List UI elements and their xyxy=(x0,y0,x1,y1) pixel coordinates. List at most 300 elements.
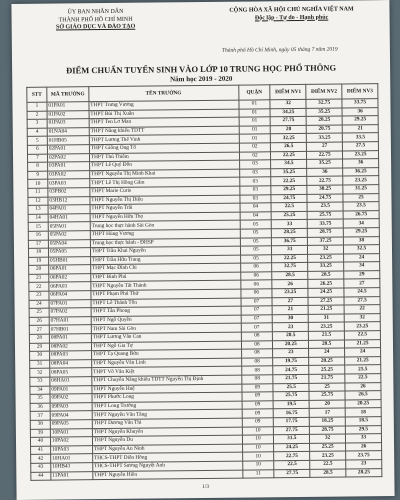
cell-stt: 1 xyxy=(27,102,47,111)
cell-nv1: 22.25 xyxy=(272,254,308,263)
cell-nv2: 35.25 xyxy=(306,108,342,117)
cell-code: 08PA05 xyxy=(50,368,92,377)
cell-nv1: 25.5 xyxy=(273,383,309,392)
cell-stt: 31 xyxy=(30,360,50,369)
cell-nv1: 24.25 xyxy=(274,443,310,452)
cell-district: 10 xyxy=(242,435,274,444)
document-date: Thành phố Hồ Chí Minh, ngày 05 tháng 7 năm 2019 xyxy=(221,46,338,54)
cell-district: 08 xyxy=(241,375,273,384)
cell-district: 06 xyxy=(240,280,272,289)
cell-nv2: 36 xyxy=(307,168,343,177)
cell-code: 08PA04 xyxy=(50,359,92,368)
cell-district: 08 xyxy=(241,349,273,358)
cell-nv1: 17.75 xyxy=(274,417,310,426)
cell-name: THPT Giồng Ông Tố xyxy=(89,143,239,153)
cell-district: 05 xyxy=(240,246,272,255)
cell-district: 05 xyxy=(240,237,272,246)
cell-nv3: 36 xyxy=(342,107,378,116)
cell-code: 03PA01 xyxy=(48,162,90,171)
cell-code: 04HA01 xyxy=(48,213,90,222)
cell-stt: 18 xyxy=(28,248,48,257)
cell-stt: 4 xyxy=(27,128,47,137)
cell-name: THPT Nguyễn Thị Minh Khai xyxy=(89,169,239,179)
cell-nv2: 33.25 xyxy=(308,262,344,271)
cell-nv2: 32 xyxy=(310,434,346,443)
cell-nv3: 22.5 xyxy=(345,374,381,383)
cell-code: 08PA01 xyxy=(49,334,91,343)
header-nv3: ĐIỂM NV3 xyxy=(342,84,378,99)
cell-stt: 43 xyxy=(31,463,51,472)
cell-stt: 6 xyxy=(27,145,47,154)
cell-nv3: 25.5 xyxy=(345,365,381,374)
cell-nv2: 31 xyxy=(308,314,344,323)
cell-nv1: 25.75 xyxy=(273,392,309,401)
cell-nv1: 28.5 xyxy=(272,271,308,280)
cell-code: 06PA03 xyxy=(49,282,91,291)
cell-name: THPT Lương Thế Vinh xyxy=(89,134,239,144)
cell-nv2: 32 xyxy=(308,245,344,254)
cell-nv3: 33.5 xyxy=(342,133,378,142)
cell-stt: 25 xyxy=(29,308,49,317)
cell-stt: 11 xyxy=(28,188,48,197)
cell-nv1: 21 xyxy=(272,306,308,315)
cell-nv2: 30.25 xyxy=(307,185,343,194)
cell-code: 07HB01 xyxy=(49,325,91,334)
cell-nv1: 31 xyxy=(272,245,308,254)
cell-code: 08PA03 xyxy=(49,351,91,360)
cell-name: THPT Nguyễn Hữu Thọ xyxy=(90,212,240,222)
cell-name: THPT Năng khiếu TDTT xyxy=(89,126,239,136)
cell-nv3: 26.75 xyxy=(343,210,379,219)
cell-nv2: 18.25 xyxy=(310,417,346,426)
cell-district: 05 xyxy=(240,229,272,238)
cell-code: 10PA01 xyxy=(50,428,92,437)
cell-stt: 26 xyxy=(29,317,49,326)
cell-nv3: 24 xyxy=(345,348,381,357)
cell-stt: 39 xyxy=(30,429,50,438)
cell-stt: 19 xyxy=(29,257,49,266)
cell-name: THPT Ngô Quyền xyxy=(91,315,241,325)
cell-nv1: 27 xyxy=(272,297,308,306)
cell-stt: 3 xyxy=(27,119,47,128)
cell-code: 05PA04 xyxy=(48,239,90,248)
cell-nv3: 18.5 xyxy=(345,417,381,426)
cell-nv3: 31.25 xyxy=(343,185,379,194)
cell-nv3: 23.5 xyxy=(343,202,379,211)
cell-nv3: 32.5 xyxy=(344,245,380,254)
cell-nv3: 34 xyxy=(344,262,380,271)
cell-nv3: 29.25 xyxy=(343,228,379,237)
cell-nv3: 27.5 xyxy=(342,142,378,151)
cell-stt: 22 xyxy=(29,283,49,292)
cell-name: THPT Phạm Phú Thứ xyxy=(91,289,241,299)
cell-nv3: 22 xyxy=(344,305,380,314)
cell-nv1: 22.25 xyxy=(271,177,307,186)
cell-name: THPT Tân Phong xyxy=(91,306,241,316)
scores-table xyxy=(26,83,382,481)
cell-district: 06 xyxy=(240,263,272,272)
cell-nv1: 19.5 xyxy=(273,400,309,409)
cell-stt: 14 xyxy=(28,214,48,223)
issuer-header xyxy=(25,8,165,32)
cell-nv1: 19.75 xyxy=(273,357,309,366)
cell-district: 01 xyxy=(238,100,270,109)
cell-nv2: 26.25 xyxy=(308,279,344,288)
cell-nv2: 20 xyxy=(309,400,345,409)
cell-stt: 7 xyxy=(27,154,47,163)
cell-district: 04 xyxy=(240,203,272,212)
cell-nv2: 27 xyxy=(307,142,343,151)
cell-name: THPT Dương Văn Thì xyxy=(92,418,242,428)
cell-stt: 30 xyxy=(30,351,50,360)
cell-nv2: 28.5 xyxy=(310,469,346,478)
cell-nv2: 33.25 xyxy=(307,133,343,142)
cell-stt: 23 xyxy=(29,291,49,300)
cell-code: 07HA01 xyxy=(49,317,91,326)
cell-district: 03 xyxy=(239,169,271,178)
cell-nv3: 26.5 xyxy=(345,391,381,400)
cell-nv1: 26 xyxy=(272,280,308,289)
cell-nv3: 36.25 xyxy=(343,167,379,176)
header-stt: STT xyxy=(27,87,47,102)
cell-code: 10PA03 xyxy=(50,445,92,454)
cell-nv3: 23 xyxy=(346,460,382,469)
cell-name: THPT Ten Lơ Man xyxy=(89,117,239,127)
cell-stt: 24 xyxy=(29,300,49,309)
cell-name: THPT Lương Văn Can xyxy=(91,332,241,342)
cell-code: 05PA05 xyxy=(48,248,90,257)
cell-stt: 38 xyxy=(30,420,50,429)
cell-nv1: 22.75 xyxy=(274,452,310,461)
cell-stt: 9 xyxy=(28,171,48,180)
cell-nv2: 32.75 xyxy=(306,99,342,108)
cell-nv2: 22.75 xyxy=(307,151,343,160)
cell-name: Trung học thực hành Sài Gòn xyxy=(90,220,240,230)
document-subtitle: Năm học 2019 - 2020 xyxy=(170,74,233,84)
cell-nv1: 21.75 xyxy=(273,374,309,383)
cell-nv3: 29.25 xyxy=(342,116,378,125)
cell-district: 09 xyxy=(242,418,274,427)
cell-code: 02PA01 xyxy=(47,145,89,154)
cell-nv2: 22.75 xyxy=(307,176,343,185)
cell-district: 01 xyxy=(239,108,271,117)
cell-stt: 20 xyxy=(29,265,49,274)
cell-stt: 17 xyxy=(28,240,48,249)
cell-name: THPT Nguyễn Khuyến xyxy=(92,427,242,437)
cell-nv3: 20.25 xyxy=(345,399,381,408)
cell-name: THPT Nguyễn Trãi xyxy=(90,203,240,213)
cell-name: THPT Nguyễn Tất Thành xyxy=(91,281,241,291)
cell-nv2: 17 xyxy=(309,408,345,417)
cell-district: 04 xyxy=(240,211,272,220)
cell-stt: 34 xyxy=(30,386,50,395)
cell-code: 01HB05 xyxy=(47,136,89,145)
cell-nv2: 28.75 xyxy=(310,426,346,435)
cell-nv1: 24.75 xyxy=(273,366,309,375)
cell-nv2: 35.25 xyxy=(307,159,343,168)
cell-stt: 41 xyxy=(31,446,51,455)
cell-name: THPT Chuyên Năng khiếu TDTT Nguyễn Thị Định xyxy=(92,375,242,385)
cell-district: 07 xyxy=(241,323,273,332)
cell-stt: 21 xyxy=(29,274,49,283)
cell-nv1: 16.75 xyxy=(274,409,310,418)
cell-nv3: 28.25 xyxy=(346,468,382,477)
cell-nv1: 20.5 xyxy=(273,331,309,340)
issuer-line-3: SỞ GIÁO DỤC VÀ ĐÀO TẠO xyxy=(55,23,136,31)
cell-nv1: 28.25 xyxy=(272,228,308,237)
cell-name: THPT Long Trường xyxy=(92,401,242,411)
cell-code: 08HA01 xyxy=(50,377,92,386)
cell-nv1: 20.25 xyxy=(273,340,309,349)
cell-code: 11PA01 xyxy=(51,471,93,480)
cell-stt: 42 xyxy=(31,454,51,463)
cell-name: THPT Lê Quý Đôn xyxy=(89,160,239,170)
cell-nv1: 29.25 xyxy=(271,185,307,194)
cell-nv2: 28.5 xyxy=(308,271,344,280)
cell-code: 10HB43 xyxy=(51,463,93,472)
cell-stt: 5 xyxy=(27,136,47,145)
cell-nv1: 32.25 xyxy=(271,134,307,143)
cell-nv3: 33.75 xyxy=(342,99,378,108)
document-title: ĐIỂM CHUẨN TUYỂN SINH VÀO LỚP 10 TRUNG HỌC PHỔ THÔNG xyxy=(66,62,337,76)
cell-nv2: 25.25 xyxy=(309,365,345,374)
issuer-line-2: THÀNH PHỐ HỒ CHÍ MINH xyxy=(58,16,133,23)
cell-nv1: 27.75 xyxy=(271,117,307,126)
cell-stt: 13 xyxy=(28,205,48,214)
cell-stt: 36 xyxy=(30,403,50,412)
document-page xyxy=(11,0,394,500)
cell-nv2: 22.5 xyxy=(310,460,346,469)
cell-code: 03PA02 xyxy=(48,170,90,179)
cell-nv2: 33.75 xyxy=(307,219,343,228)
cell-district: 09 xyxy=(241,383,273,392)
cell-name: THPT Bùi Thị Xuân xyxy=(89,109,239,119)
cell-district: 07 xyxy=(241,306,273,315)
cell-nv2: 37.25 xyxy=(308,237,344,246)
cell-district: 08 xyxy=(241,358,273,367)
cell-nv2: 25.25 xyxy=(310,443,346,452)
cell-code: 09PA02 xyxy=(50,394,92,403)
cell-stt: 37 xyxy=(30,411,50,420)
cell-district: 01 xyxy=(239,117,271,126)
cell-district: 08 xyxy=(241,340,273,349)
cell-code: 01PA01 xyxy=(47,102,89,111)
cell-nv2: 25.75 xyxy=(307,211,343,220)
cell-name: THPT Bình Phú xyxy=(91,272,241,282)
issuer-line-1: ỦY BAN NHÂN DÂN xyxy=(67,8,124,16)
cell-district: 09 xyxy=(242,409,274,418)
cell-district: 02 xyxy=(239,151,271,160)
cell-stt: 8 xyxy=(28,162,48,171)
cell-stt: 2 xyxy=(27,111,47,120)
cell-code: 05PA02 xyxy=(48,231,90,240)
header-quan: QUẬN xyxy=(238,85,270,100)
cell-nv1: 32 xyxy=(270,99,306,108)
cell-nv2: 24.75 xyxy=(307,194,343,203)
cell-nv1: 25.25 xyxy=(272,211,308,220)
cell-code: 05HB01 xyxy=(49,256,91,265)
cell-stt: 33 xyxy=(30,377,50,386)
cell-stt: 40 xyxy=(30,437,50,446)
national-header xyxy=(201,6,381,23)
cell-nv3: 26 xyxy=(345,382,381,391)
cell-nv1: 22.5 xyxy=(271,203,307,212)
cell-name: THPT Trần Hữu Trang xyxy=(90,255,240,265)
cell-district: 10 xyxy=(242,452,274,461)
cell-nv2: 21.25 xyxy=(308,305,344,314)
cell-name: THPT Nguyễn Văn Linh xyxy=(91,358,241,368)
cell-nv2: 20.5 xyxy=(309,340,345,349)
cell-nv3: 32 xyxy=(344,313,380,322)
cell-nv1: 27.75 xyxy=(274,426,310,435)
header-nv2: ĐIỂM NV2 xyxy=(306,84,342,99)
cell-stt: 28 xyxy=(29,334,49,343)
cell-district: 08 xyxy=(241,366,273,375)
cell-district: 02 xyxy=(239,143,271,152)
cell-nv1: 20 xyxy=(271,125,307,134)
cell-code: 02PA02 xyxy=(47,153,89,162)
cell-stt: 15 xyxy=(28,222,48,231)
cell-nv1: 23.25 xyxy=(272,288,308,297)
cell-name: THCS-THPT Diên Hồng xyxy=(92,452,242,462)
cell-nv2: 20.75 xyxy=(306,125,342,134)
cell-nv3: 21.25 xyxy=(345,339,381,348)
cell-nv3: 23.25 xyxy=(343,150,379,159)
cell-code: 06PA04 xyxy=(49,291,91,300)
cell-code: 01PA02 xyxy=(47,110,89,119)
cell-nv1: 22.25 xyxy=(271,151,307,160)
cell-stt: 27 xyxy=(29,326,49,335)
national-motto: Độc lập - Tự do - Hạnh phúc xyxy=(254,14,329,21)
cell-nv3: 24 xyxy=(344,253,380,262)
cell-nv2: 20.25 xyxy=(309,357,345,366)
cell-district: 10 xyxy=(242,444,274,453)
cell-district: 07 xyxy=(241,297,273,306)
cell-nv3: 33 xyxy=(346,434,382,443)
cell-nv2: 23.5 xyxy=(307,202,343,211)
cell-nv1: 34.25 xyxy=(270,108,306,117)
national-title: CỘNG HÒA XÃ HỘI CHỦ NGHĨA VIỆT NAM xyxy=(229,6,354,14)
cell-nv2: 24.25 xyxy=(308,288,344,297)
cell-code: 03PB02 xyxy=(48,188,90,197)
cell-name: THPT Trần Khai Nguyên xyxy=(90,246,240,256)
header-nv1: ĐIỂM NV1 xyxy=(270,84,306,99)
cell-nv3: 29 xyxy=(344,271,380,280)
cell-name: THPT Võ Văn Kiệt xyxy=(92,367,242,377)
cell-nv1: 34.5 xyxy=(271,160,307,169)
cell-nv3: 22.5 xyxy=(344,331,380,340)
cell-district: 03 xyxy=(239,160,271,169)
cell-nv1: 35.25 xyxy=(271,168,307,177)
cell-name: THPT Mạc Đĩnh Chi xyxy=(90,263,240,273)
cell-name: THPT Nguyễn Hiền xyxy=(93,470,243,480)
cell-nv3: 18 xyxy=(345,408,381,417)
cell-code: 09PA04 xyxy=(50,411,92,420)
cell-nv2: 25 xyxy=(309,383,345,392)
cell-nv2: 28.75 xyxy=(308,228,344,237)
cell-code: 07PA01 xyxy=(49,299,91,308)
cell-name: THPT Nguyễn Văn Tăng xyxy=(92,409,242,419)
cell-nv2: 21.5 xyxy=(309,331,345,340)
cell-nv3: 23.25 xyxy=(344,322,380,331)
cell-name: THPT Nam Sài Gòn xyxy=(91,324,241,334)
cell-nv2: 23.25 xyxy=(309,322,345,331)
cell-stt: 12 xyxy=(28,197,48,206)
cell-name: THPT Marie Curie xyxy=(90,186,240,196)
cell-nv3: 23.75 xyxy=(346,451,382,460)
cell-code: 09PA01 xyxy=(50,385,92,394)
cell-nv3: 26 xyxy=(346,442,382,451)
cell-code: 06PA01 xyxy=(49,265,91,274)
cell-nv3: 24.5 xyxy=(344,288,380,297)
cell-district: 01 xyxy=(239,126,271,135)
cell-nv1: 23 xyxy=(273,323,309,332)
cell-nv1: 26.5 xyxy=(271,142,307,151)
cell-stt: 32 xyxy=(30,369,50,378)
cell-code: 07PA02 xyxy=(49,308,91,317)
cell-nv2: 28.25 xyxy=(306,116,342,125)
page-number: 1/3 xyxy=(201,483,210,491)
cell-nv1: 27.75 xyxy=(274,469,310,478)
cell-nv1: 30 xyxy=(273,314,309,323)
cell-nv1: 31.5 xyxy=(274,435,310,444)
cell-nv3: 25 xyxy=(343,193,379,202)
cell-nv3: 29.5 xyxy=(345,425,381,434)
cell-nv3: 27.5 xyxy=(344,296,380,305)
cell-district: 06 xyxy=(240,272,272,281)
cell-nv1: 32.75 xyxy=(272,263,308,272)
cell-name: THPT Phước Long xyxy=(92,392,242,402)
cell-code: 01PA03 xyxy=(47,119,89,128)
cell-code: 03PA03 xyxy=(48,179,90,188)
cell-district: 07 xyxy=(241,315,273,324)
cell-nv1: 22.5 xyxy=(274,460,310,469)
cell-code: 10HA01 xyxy=(51,454,93,463)
cell-district: 01 xyxy=(239,134,271,143)
cell-district: 05 xyxy=(240,220,272,229)
cell-nv3: 23.25 xyxy=(343,176,379,185)
cell-name: THCS-THPT Sương Nguyệt Anh xyxy=(93,461,243,471)
cell-name: THPT Hùng Vương xyxy=(90,229,240,239)
cell-district: 03 xyxy=(239,194,271,203)
cell-name: Trung học thực hành - ĐHSP xyxy=(90,238,240,248)
cell-nv3: 36 xyxy=(343,159,379,168)
cell-nv3: 38 xyxy=(343,236,379,245)
cell-stt: 44 xyxy=(31,472,51,481)
cell-name: THPT Nguyễn Huệ xyxy=(92,384,242,394)
cell-code: 10PA02 xyxy=(50,437,92,446)
cell-district: 09 xyxy=(242,392,274,401)
cell-nv1: 23 xyxy=(273,349,309,358)
cell-district: 03 xyxy=(239,177,271,186)
cell-nv2: 23.25 xyxy=(308,254,344,263)
cell-district: 09 xyxy=(242,401,274,410)
cell-name: THPT Nguyễn Thị Diệu xyxy=(90,195,240,205)
cell-code: 06PA02 xyxy=(49,274,91,283)
cell-nv2: 23.25 xyxy=(310,451,346,460)
cell-district: 06 xyxy=(240,289,272,298)
cell-name: THPT Trưng Vương xyxy=(89,100,239,110)
cell-name: THPT Lê Thánh Tôn xyxy=(91,298,241,308)
cell-nv2: 25.75 xyxy=(309,391,345,400)
cell-stt: 35 xyxy=(30,394,50,403)
cell-name: THPT Nguyễn An Ninh xyxy=(92,444,242,454)
cell-code: 09PA03 xyxy=(50,402,92,411)
cell-code: 08PA02 xyxy=(49,342,91,351)
cell-code: 05PA01 xyxy=(48,222,90,231)
cell-code: 01NA04 xyxy=(47,127,89,136)
cell-stt: 29 xyxy=(29,343,49,352)
